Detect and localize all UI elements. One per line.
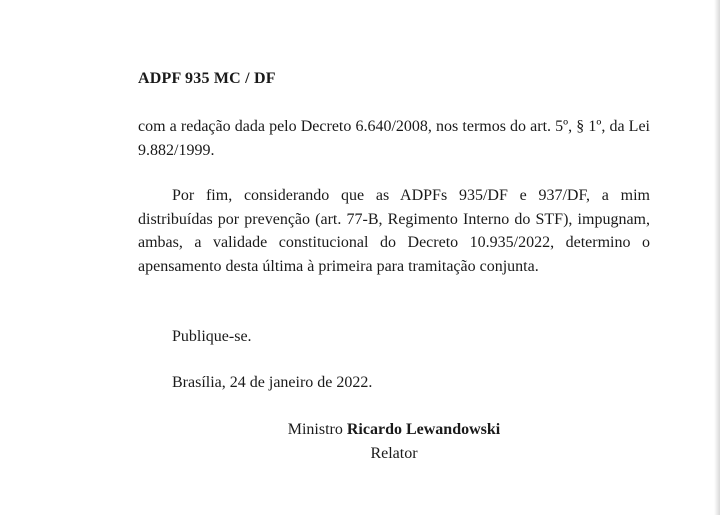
paragraph-publish: Publique-se.: [172, 328, 252, 345]
signature-name: Ricardo Lewandowski: [346, 421, 501, 438]
signature-line: [280, 418, 508, 442]
signature-block: [280, 418, 508, 466]
paragraph-decree-reference: com a redação dada pelo Decreto 6.640/2008, nos termos do art. 5º, § 1º, da Lei 9.882/1999.: [138, 118, 650, 159]
paragraph-date-place: Brasília, 24 de janeiro de 2022.: [172, 374, 373, 391]
signature-role: Relator: [370, 445, 418, 462]
paragraph-decision: Por fim, considerando que as ADPFs 935/DF e 937/DF, a mim distribuídas por prevenção (art. 77-B, Regimento Interno do STF), impugnam, ambas, a validade constitucional do Decreto 10.935/2022, determino o apensamento desta última à primeira para tramitação conjunta.: [138, 187, 650, 275]
page-edge-shadow: [714, 0, 720, 515]
case-heading: ADPF 935 MC / DF: [138, 70, 276, 87]
signature-prefix: Ministro: [287, 421, 347, 438]
